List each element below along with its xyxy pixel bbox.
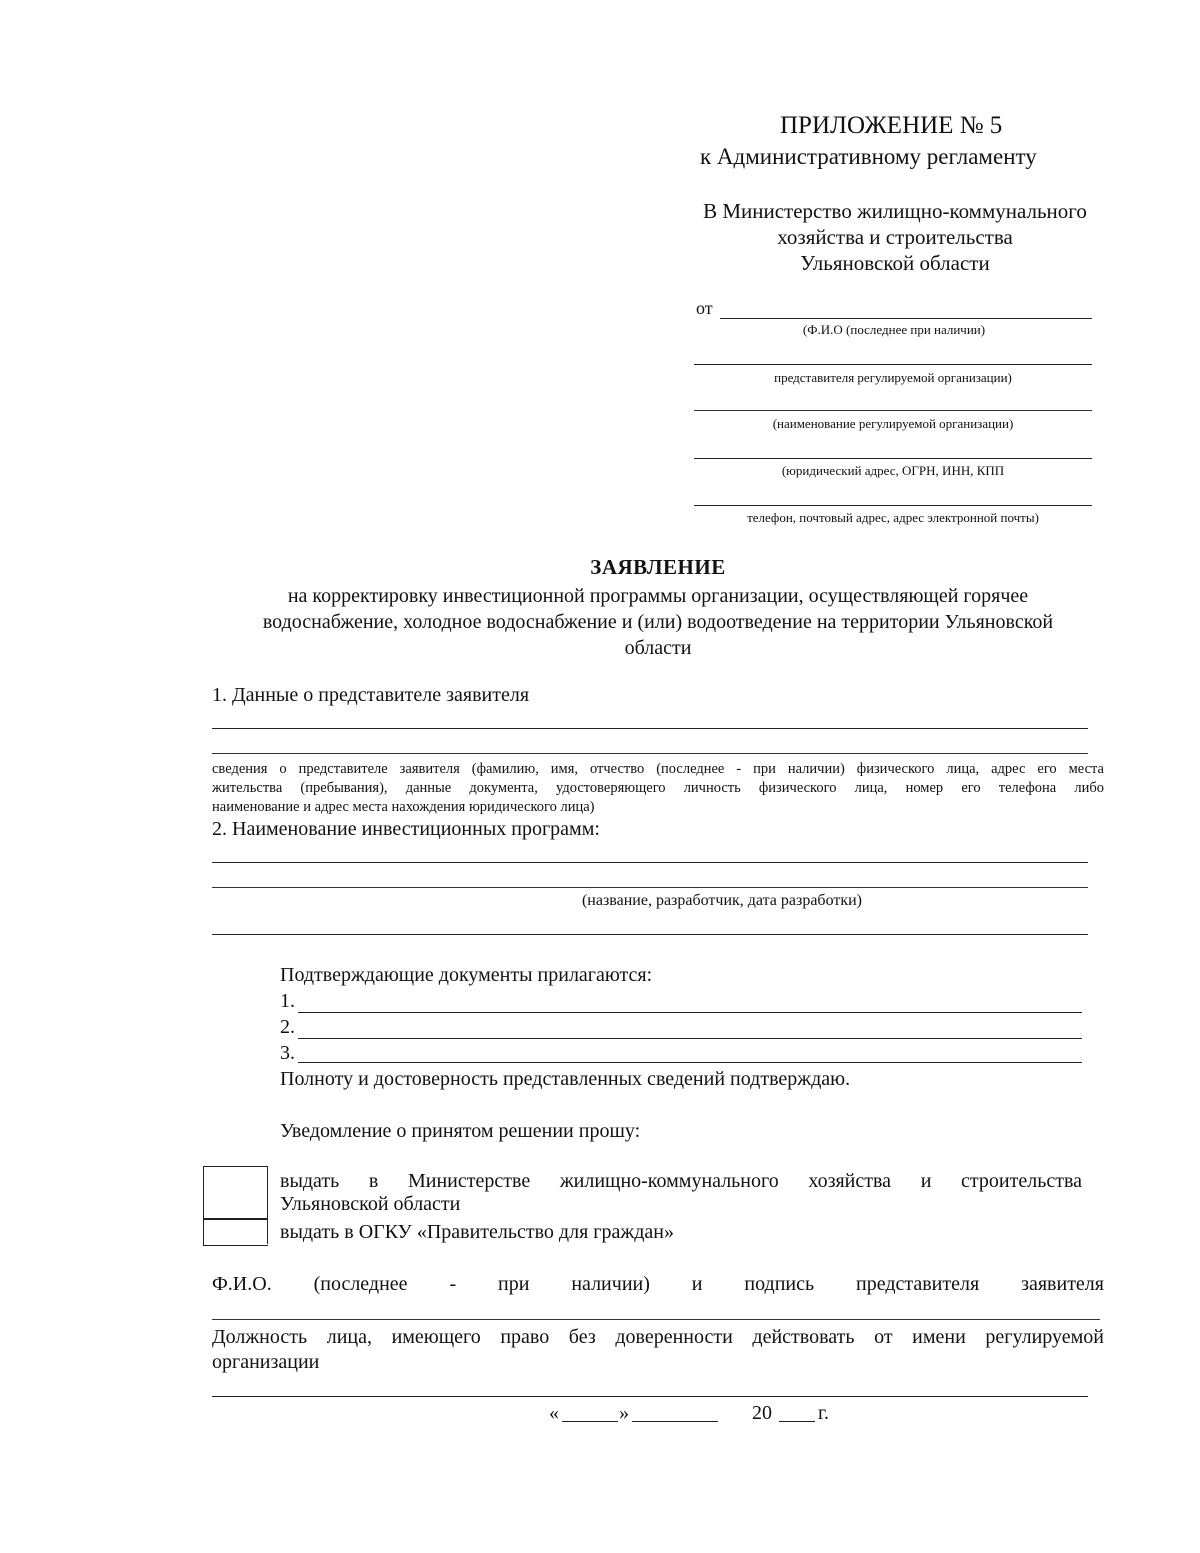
option-ministry-line: выдать в Министерстве жилищно-коммунального хозяйства и строительства: [280, 1170, 1082, 1192]
section2-heading: 2. Наименование инвестиционных программ:: [212, 818, 600, 840]
recipient-line: Ульяновской области: [800, 251, 990, 275]
document-item-field[interactable]: [298, 1038, 1082, 1039]
document-title: ЗАЯВЛЕНИЕ: [590, 555, 726, 579]
address-field[interactable]: [694, 458, 1092, 459]
representative-data-field[interactable]: [212, 753, 1088, 754]
section1-heading: 1. Данные о представителе заявителя: [212, 684, 530, 706]
fio-signature-label: Ф.И.О. (последнее - при наличии) и подпись представителя заявителя: [212, 1273, 1104, 1295]
note-line: жительства (пребывания), данные документа, удостоверяющего личность физического лица, номер его телефона либо: [212, 780, 1104, 796]
recipient-line: В Министерство жилищно-коммунального: [703, 199, 1087, 223]
document-subtitle: [200, 583, 1116, 661]
position-label: [212, 1325, 1104, 1375]
document-item-field[interactable]: [298, 1012, 1082, 1013]
section2-caption: (название, разработчик, дата разработки): [581, 892, 863, 909]
option-checkbox-ogku[interactable]: [203, 1218, 268, 1246]
representative-data-field[interactable]: [212, 728, 1088, 729]
representative-caption: представителя регулируемой организации): [774, 370, 1012, 385]
annex-title: ПРИЛОЖЕНИЕ № 5: [780, 112, 1003, 139]
document-item-number: 3.: [280, 1042, 295, 1064]
note-line: сведения о представителе заявителя (фамилию, имя, отчество (последнее - при наличии) физического лица, адрес его места: [212, 761, 1104, 777]
date-year-field[interactable]: [779, 1421, 815, 1422]
fio-field[interactable]: [720, 318, 1092, 319]
fio-caption: (Ф.И.О (последнее при наличии): [802, 322, 986, 337]
document-item-number: 2.: [280, 1016, 295, 1038]
note-line: наименование и адрес места нахождения юридического лица): [212, 799, 595, 815]
notification-heading: Уведомление о принятом решении прошу:: [280, 1120, 641, 1142]
programs-field[interactable]: [212, 887, 1088, 888]
position-label-line: Должность лица, имеющего право без доверенности действовать от имени регулируемой: [212, 1326, 1104, 1348]
signature-field[interactable]: [212, 1319, 1100, 1320]
section1-note: [212, 760, 1104, 817]
date-month-field[interactable]: [632, 1421, 718, 1422]
date-close-quote: »: [619, 1402, 629, 1424]
date-year-suffix: г.: [818, 1402, 829, 1424]
date-open-quote: «: [549, 1402, 559, 1424]
recipient-block: [670, 198, 1120, 276]
recipient-line: хозяйства и строительства: [777, 225, 1013, 249]
position-field[interactable]: [212, 1396, 1088, 1397]
from-label: от: [696, 298, 713, 318]
option-ogku: выдать в ОГКУ «Правительство для граждан»: [280, 1221, 674, 1243]
position-label-line: организации: [212, 1351, 320, 1373]
subtitle-line: области: [624, 637, 692, 659]
option-ministry: [280, 1170, 1082, 1216]
organization-caption: (наименование регулируемой организации): [772, 416, 1014, 431]
date-day-field[interactable]: [562, 1421, 618, 1422]
option-ministry-line: Ульяновской области: [280, 1193, 461, 1215]
document-item-field[interactable]: [298, 1062, 1082, 1063]
checkbox-divider: [267, 1166, 268, 1244]
organization-field[interactable]: [694, 410, 1092, 411]
option-checkbox-ministry[interactable]: [203, 1166, 268, 1220]
subtitle-line: водоснабжение, холодное водоснабжение и (или) водоотведение на территории Ульяновской: [262, 611, 1054, 633]
subtitle-line: на корректировку инвестиционной программы организации, осуществляющей горячее: [287, 585, 1029, 607]
contacts-field[interactable]: [694, 505, 1092, 506]
representative-field[interactable]: [694, 364, 1092, 365]
date-year-prefix: 20: [752, 1402, 772, 1424]
document-item-number: 1.: [280, 990, 295, 1012]
address-caption: (юридический адрес, ОГРН, ИНН, КПП: [781, 463, 1005, 478]
documents-heading: Подтверждающие документы прилагаются:: [280, 964, 653, 986]
programs-field[interactable]: [212, 862, 1088, 863]
confirmation-text: Полноту и достоверность представленных сведений подтверждаю.: [280, 1068, 851, 1090]
programs-field[interactable]: [212, 934, 1088, 935]
annex-subtitle: к Административному регламенту: [700, 144, 1037, 169]
contacts-caption: телефон, почтовый адрес, адрес электронной почты): [747, 510, 1039, 525]
